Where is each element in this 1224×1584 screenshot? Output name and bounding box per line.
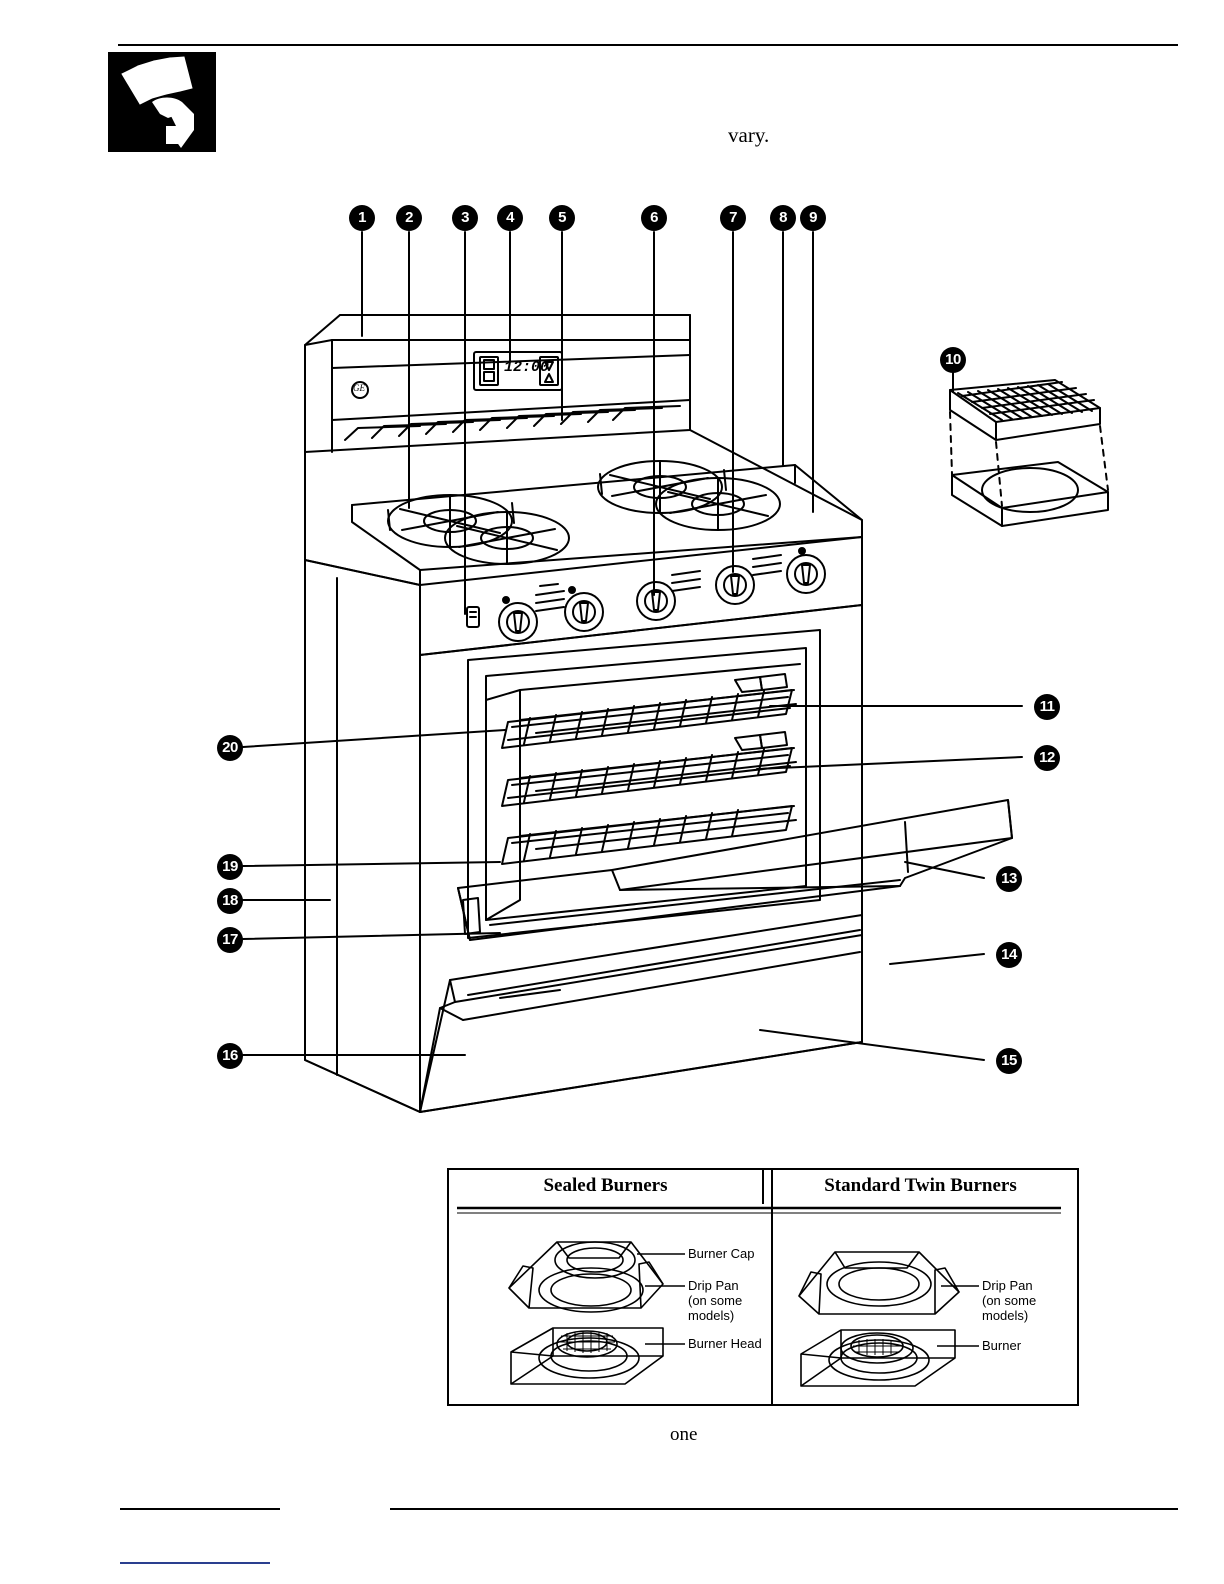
drip-pan-line2: (on some: [688, 1293, 743, 1308]
callout-17: 17: [217, 927, 243, 953]
footer-accent-rule: [120, 1562, 270, 1564]
callout-5: 5: [549, 205, 575, 231]
header-rule: [118, 44, 1178, 46]
fragment-text-bottom: one: [670, 1424, 698, 1445]
burner-comparison-table: [447, 1168, 1079, 1406]
label-burner-head: Burner Head: [688, 1336, 762, 1351]
callout-20: 20: [217, 735, 243, 761]
callout-4: 4: [497, 205, 523, 231]
callout-8: 8: [770, 205, 796, 231]
brand-logo: GE: [353, 383, 365, 393]
drip-pan-std-line3: models): [982, 1308, 1029, 1323]
callout-18: 18: [217, 888, 243, 914]
callout-19: 19: [217, 854, 243, 880]
callout-1: 1: [349, 205, 375, 231]
label-burner-cap: Burner Cap: [688, 1246, 755, 1261]
callout-12: 12: [1034, 745, 1060, 771]
callout-13: 13: [996, 866, 1022, 892]
footer-rule-right: [390, 1508, 1178, 1510]
label-drip-pan-standard: [982, 1278, 1036, 1323]
hand-pointing-icon: [108, 52, 216, 152]
callout-3: 3: [452, 205, 478, 231]
callout-10: 10: [940, 347, 966, 373]
clock-display-value: 12:00: [504, 359, 550, 376]
drip-pan-std-line2: (on some: [982, 1293, 1037, 1308]
label-drip-pan-sealed: [688, 1278, 742, 1323]
drip-pan-line3: models): [688, 1308, 735, 1323]
drip-pan-line1: Drip Pan: [688, 1278, 739, 1293]
table-header-sealed: Sealed Burners: [449, 1170, 764, 1204]
footer-rule-left: [120, 1508, 280, 1510]
label-burner-standard: Burner: [982, 1338, 1022, 1353]
callout-2: 2: [396, 205, 422, 231]
callout-16: 16: [217, 1043, 243, 1069]
callout-14: 14: [996, 942, 1022, 968]
callout-9: 9: [800, 205, 826, 231]
callout-15: 15: [996, 1048, 1022, 1074]
table-header-standard: Standard Twin Burners: [824, 1175, 1017, 1196]
callout-6: 6: [641, 205, 667, 231]
callout-7: 7: [720, 205, 746, 231]
fragment-text-top: vary.: [728, 123, 770, 147]
drip-pan-std-line1: Drip Pan: [982, 1278, 1033, 1293]
callout-11: 11: [1034, 694, 1060, 720]
